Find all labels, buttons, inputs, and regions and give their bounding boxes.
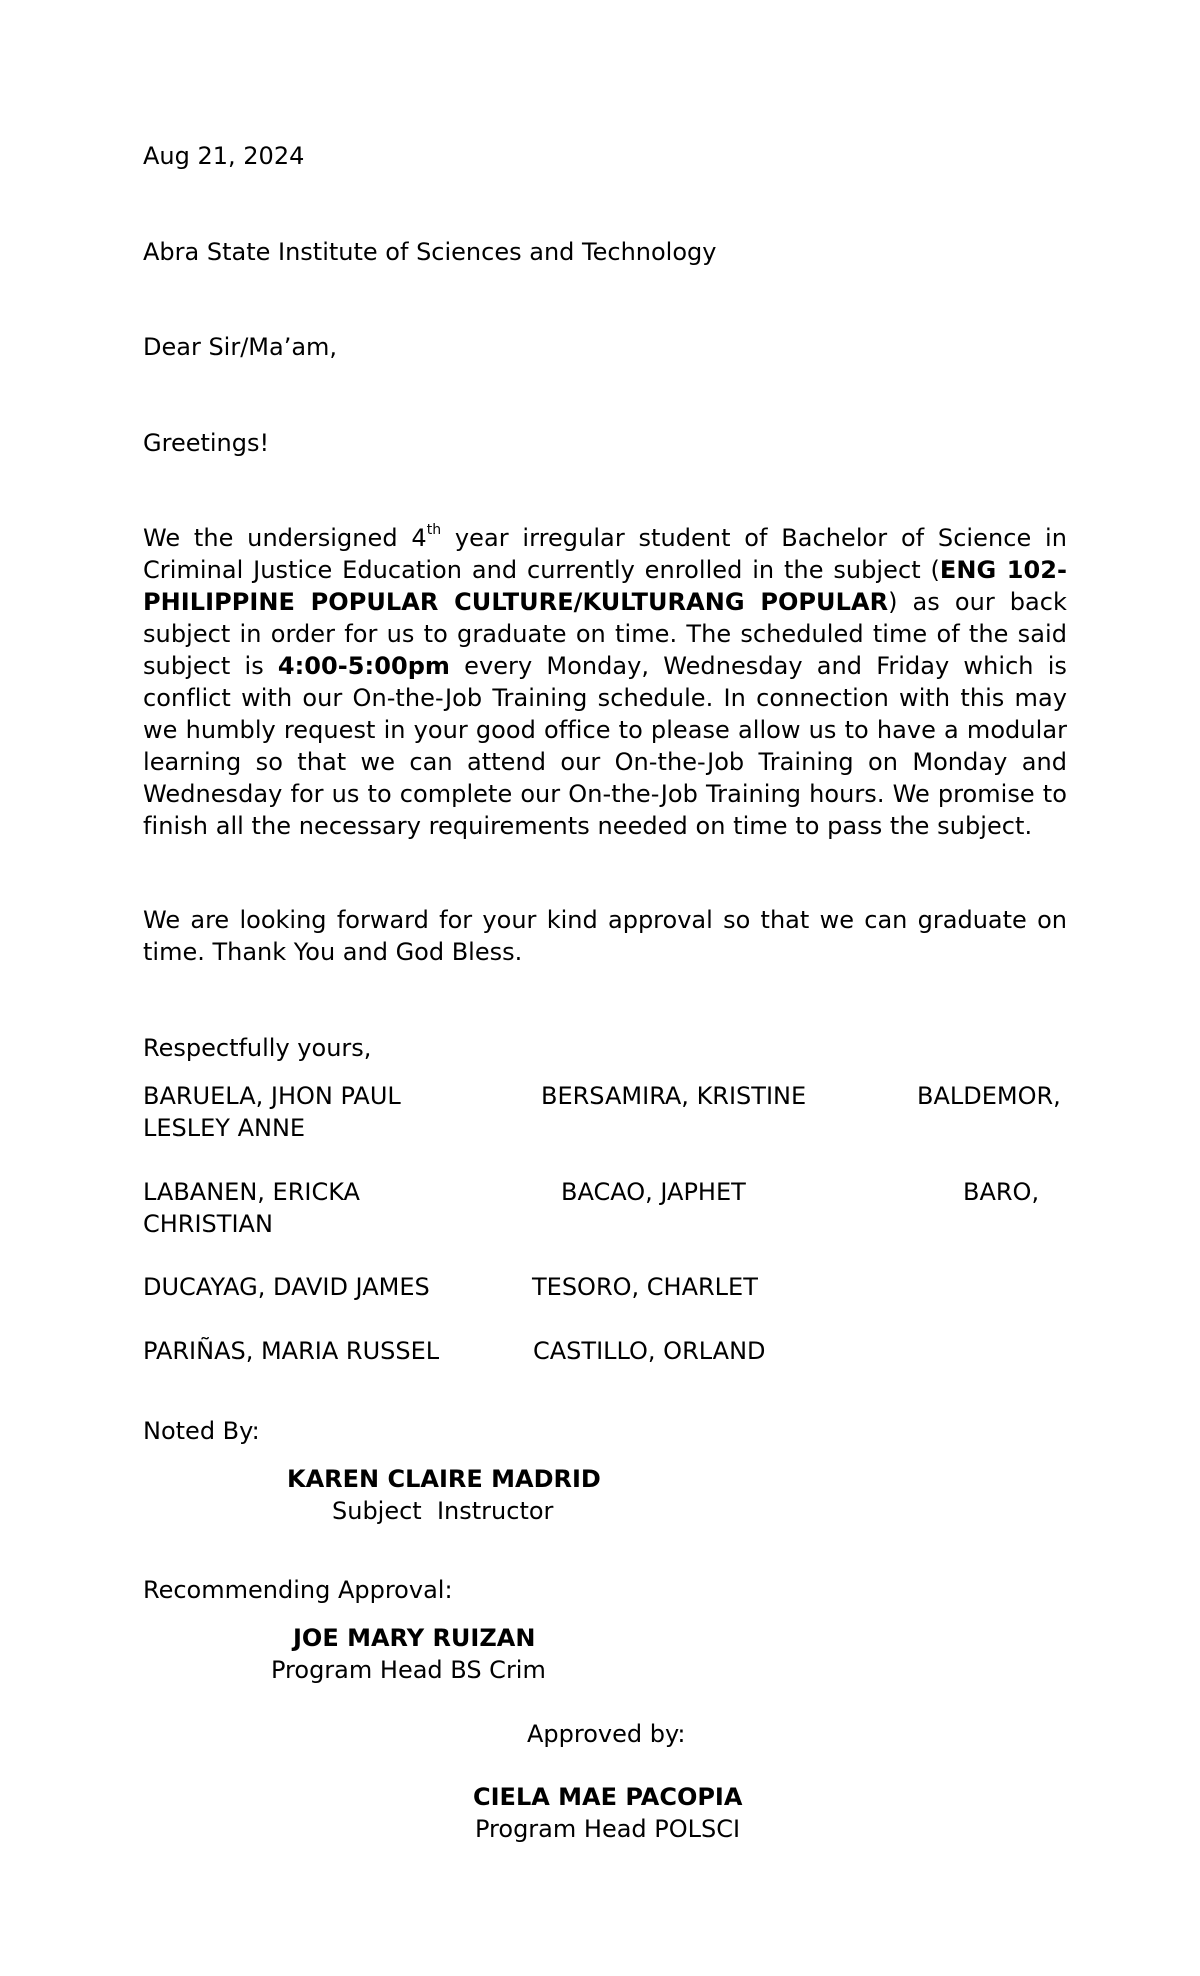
- approved-by-title: Program Head POLSCI: [475, 1815, 741, 1843]
- signatory: BERSAMIRA, KRISTINE: [541, 1082, 807, 1110]
- signatory: BARO,: [963, 1178, 1040, 1206]
- body-paragraph-1: We the undersigned 4th year irregular student of Bachelor of Science in Criminal Justice Education and currently enrolled in the subject (ENG 102-PHILIPPINE POPULAR CULTURE/KULTURANG POPULAR) as our back subject in order for us to graduate on time. The scheduled time of the said subject is 4:00-5:00pm every Monday, Wednesday and Friday which is conflict with our On-the-Job Training schedule. In connection with this may we humbly request in your good office to please allow us to have a modular learning so that we can attend our On-the-Job Training on Monday and Wednesday for us to complete our On-the-Job Training hours. We promise to finish all the necessary requirements needed on time to pass the subject.: [143, 522, 1067, 840]
- signatory: PARIÑAS, MARIA RUSSEL: [143, 1337, 440, 1365]
- signatory: BALDEMOR,: [917, 1082, 1061, 1110]
- signatory: CASTILLO, ORLAND: [533, 1337, 766, 1365]
- noted-by-title: Subject Instructor: [332, 1497, 554, 1525]
- recommending-approval-label: Recommending Approval:: [143, 1576, 453, 1604]
- subject-name: ENG 102-PHILIPPINE POPULAR CULTURE/KULTURANG POPULAR: [143, 556, 1067, 616]
- approved-by-label: Approved by:: [527, 1720, 686, 1748]
- signatory: BARUELA, JHON PAUL: [143, 1082, 401, 1110]
- closing: Respectfully yours,: [143, 1034, 372, 1062]
- signatory-continued: CHRISTIAN: [143, 1210, 273, 1238]
- greeting: Greetings!: [143, 429, 270, 457]
- signatory: LABANEN, ERICKA: [143, 1178, 360, 1206]
- letter-date: Aug 21, 2024: [143, 142, 305, 170]
- signatory: DUCAYAG, DAVID JAMES: [143, 1273, 430, 1301]
- recipient: Abra State Institute of Sciences and Technology: [143, 238, 717, 266]
- recommending-approval-title: Program Head BS Crim: [271, 1656, 546, 1684]
- recommending-approval-name: JOE MARY RUIZAN: [293, 1624, 536, 1652]
- noted-by-name: KAREN CLAIRE MADRID: [287, 1465, 601, 1493]
- schedule-time: 4:00-5:00pm: [277, 652, 450, 680]
- salutation: Dear Sir/Ma’am,: [143, 333, 338, 361]
- approved-by-name: CIELA MAE PACOPIA: [473, 1783, 743, 1811]
- signatory: TESORO, CHARLET: [532, 1273, 758, 1301]
- ordinal-suffix: th: [426, 522, 442, 538]
- body-paragraph-2: We are looking forward for your kind approval so that we can graduate on time. Thank You and God Bless.: [143, 906, 1067, 966]
- signatory-continued: LESLEY ANNE: [143, 1114, 306, 1142]
- noted-by-label: Noted By:: [143, 1417, 260, 1445]
- signatory: BACAO, JAPHET: [561, 1178, 746, 1206]
